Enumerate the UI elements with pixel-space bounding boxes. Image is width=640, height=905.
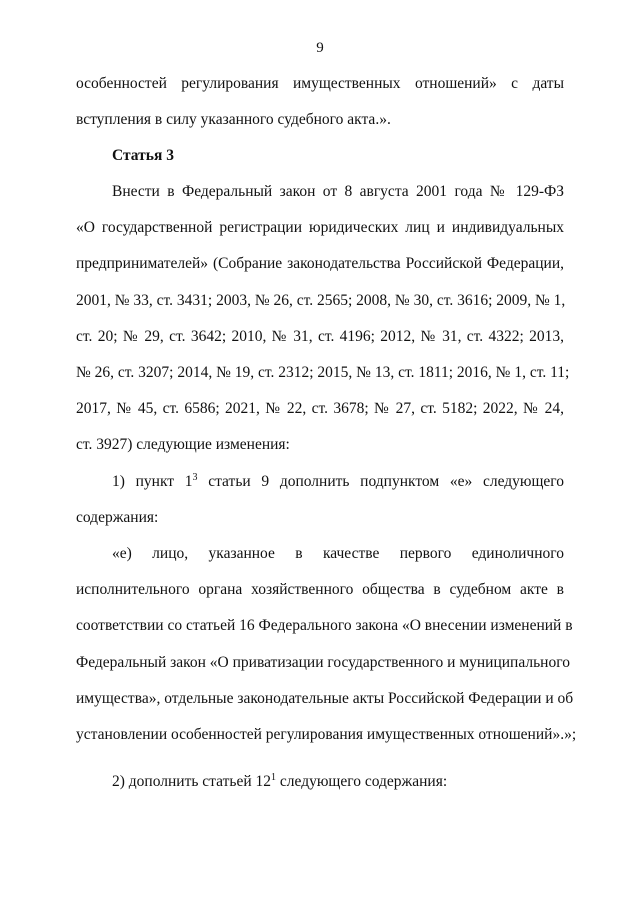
text-line: соответствии со статьей 16 Федерального закона «О внесении изменений в — [76, 617, 573, 635]
item-1-superscript: 3 — [192, 472, 198, 483]
text-line: «О государственной регистрации юридических лиц и индивидуальных — [76, 219, 564, 237]
text-line — [76, 464, 564, 500]
text-line: содержания: — [76, 509, 159, 527]
item-1-paragraph — [76, 464, 564, 536]
article-heading-block — [76, 138, 564, 174]
text-line: предпринимателей» (Собрание законодательства Российской Федерации, — [76, 255, 564, 273]
item-1-suffix: статьи 9 дополнить подпунктом «е» следующего — [197, 473, 564, 490]
text-line: Федеральный закон «О приватизации государственного и муниципального — [76, 653, 570, 671]
text-line: особенностей регулирования имущественных отношений» с даты — [76, 75, 564, 92]
text-line: Внести в Федеральный закон от 8 августа 2001 года № 129-ФЗ — [112, 183, 564, 200]
text-line: 2017, № 45, ст. 6586; 2021, № 22, ст. 3678; № 27, ст. 5182; 2022, № 24, — [76, 400, 564, 418]
item-2-superscript: 1 — [271, 772, 277, 783]
item-1-prefix: 1) пункт 1 — [112, 473, 193, 490]
text-line: имущества», отдельные законодательные акты Российской Федерации и об — [76, 689, 574, 707]
text-line: вступления в силу указанного судебного акта.». — [76, 111, 391, 129]
item-2-prefix: 2) дополнить статьей 12 — [112, 773, 272, 790]
quoted-subparagraph — [76, 536, 577, 753]
text-line — [76, 764, 564, 800]
text-line: ст. 20; № 29, ст. 3642; 2010, № 31, ст. 4196; 2012, № 31, ст. 4322; 2013, — [76, 327, 564, 345]
article-heading: Статья 3 — [112, 147, 174, 164]
page-number: 9 — [316, 40, 324, 56]
text-line: установлении особенностей регулирования имущественных отношений».»; — [76, 725, 577, 743]
text-line: исполнительного органа хозяйственного общества в судебном акте в — [76, 581, 564, 599]
text-line: 2001, № 33, ст. 3431; 2003, № 26, ст. 2565; 2008, № 30, ст. 3616; 2009, № 1, — [76, 291, 566, 309]
continuation-paragraph — [76, 66, 564, 138]
text-line: № 26, ст. 3207; 2014, № 19, ст. 2312; 2015, № 13, ст. 1811; 2016, № 1, ст. 11; — [76, 363, 570, 381]
text-line: «е) лицо, указанное в качестве первого единоличного — [112, 545, 564, 562]
article-intro-paragraph — [76, 174, 570, 464]
text-line: ст. 3927) следующие изменения: — [76, 436, 290, 454]
item-2-paragraph — [76, 764, 564, 800]
item-2-suffix: следующего содержания: — [276, 773, 448, 790]
